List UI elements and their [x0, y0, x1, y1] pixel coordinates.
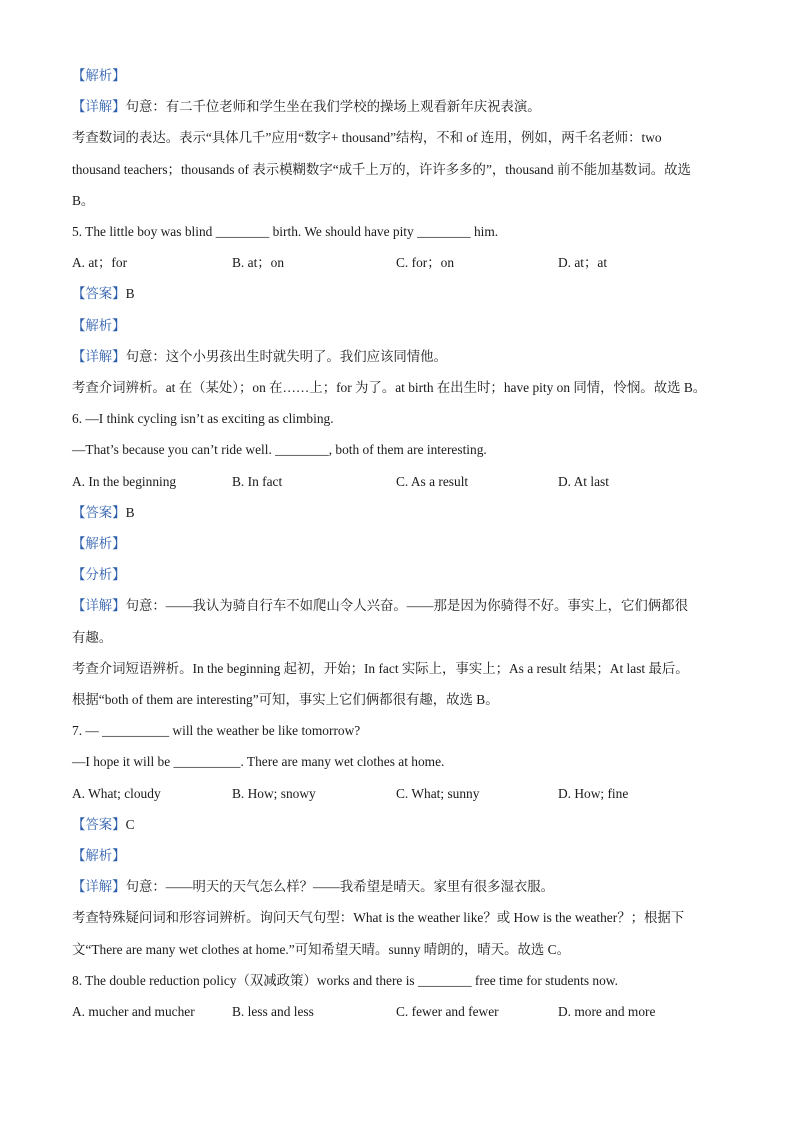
detail-label: 【详解】 [72, 879, 126, 894]
option-d: D. How; fine [558, 786, 629, 801]
option-a: A. In the beginning [72, 474, 177, 489]
text-line: 6. —I think cycling isn’t as exciting as climbing. [72, 411, 334, 426]
text-line: B。 [72, 193, 95, 208]
detail-label: 【详解】 [72, 598, 126, 613]
option-d: D. at；at [558, 255, 608, 270]
detail-label: 【详解】 [72, 99, 126, 114]
text-line: 文“There are many wet clothes at home.”可知希望天晴。sunny 晴朗的，晴天。故选 C。 [72, 942, 570, 957]
answer-text: B [125, 286, 135, 301]
answer-text: C [125, 817, 135, 832]
detail-line [72, 348, 734, 366]
option-a: A. at；for [72, 255, 128, 270]
label-text: 【解析】 [72, 68, 126, 83]
text-line: 7. — __________ will the weather be like tomorrow? [72, 723, 361, 738]
answer-label: 【答案】 [72, 286, 126, 301]
detail-text: 句意：——我认为骑自行车不如爬山令人兴奋。——那是因为你骑得不好。事实上，它们俩都很 [125, 598, 688, 613]
options-row [72, 785, 732, 803]
answer-line [72, 816, 734, 834]
option-b: B. at；on [232, 255, 285, 270]
text-line: 5. The little boy was blind ________ birth. We should have pity ________ him. [72, 224, 499, 239]
option-b: B. less and less [232, 1004, 314, 1019]
section-label [72, 566, 734, 584]
text-line: 考查介词辨析。at 在（某处）；on 在……上；for 为了。at birth 在出生时；have pity on 同情，怜悯。故选 B。 [72, 380, 707, 395]
section-label [72, 317, 734, 335]
answer-label: 【答案】 [72, 817, 126, 832]
text-line: 有趣。 [72, 630, 113, 645]
option-c: C. As a result [396, 474, 469, 489]
label-text: 【解析】 [72, 536, 126, 551]
option-d: D. At last [558, 474, 609, 489]
label-text: 【解析】 [72, 318, 126, 333]
answer-label: 【答案】 [72, 505, 126, 520]
text-line: 考查介词短语辨析。In the beginning 起初，开始；In fact 实际上，事实上；As a result 结果；At last 最后。 [72, 661, 689, 676]
option-d: D. more and more [558, 1004, 656, 1019]
option-a: A. mucher and mucher [72, 1004, 195, 1019]
options-row [72, 473, 732, 491]
option-b: B. How; snowy [232, 786, 316, 801]
text-line: 根据“both of them are interesting”可知，事实上它们俩都很有趣，故选 B。 [72, 692, 499, 707]
answer-text: B [125, 505, 135, 520]
text-line: thousand teachers；thousands of 表示模糊数字“成千上万的，许许多多的”，thousand 前不能加基数词。故选 [72, 162, 691, 177]
option-b: B. In fact [232, 474, 283, 489]
option-c: C. fewer and fewer [396, 1004, 499, 1019]
option-a: A. What; cloudy [72, 786, 161, 801]
detail-text: 句意：这个小男孩出生时就失明了。我们应该同情他。 [125, 349, 447, 364]
text-line: 8. The double reduction policy（双减政策）works and there is ________ free time for students now. [72, 973, 618, 988]
detail-line [72, 878, 734, 896]
text-line: 考查数词的表达。表示“具体几千”应用“数字+ thousand”结构，不和 of 连用，例如，两千名老师：two [72, 130, 662, 145]
detail-text: 句意：有二千位老师和学生坐在我们学校的操场上观看新年庆祝表演。 [125, 99, 541, 114]
option-c: C. for；on [396, 255, 455, 270]
label-text: 【分析】 [72, 567, 126, 582]
answer-line [72, 504, 734, 522]
section-label [72, 67, 734, 85]
detail-label: 【详解】 [72, 349, 126, 364]
text-line: —That’s because you can’t ride well. ________, both of them are interesting. [72, 442, 487, 457]
detail-line [72, 98, 734, 116]
section-label [72, 847, 734, 865]
detail-text: 句意：——明天的天气怎么样？——我希望是晴天。家里有很多湿衣服。 [125, 879, 555, 894]
answer-line [72, 285, 734, 303]
option-c: C. What; sunny [396, 786, 480, 801]
label-text: 【解析】 [72, 848, 126, 863]
section-label [72, 535, 734, 553]
options-row [72, 1003, 732, 1021]
text-line: 考查特殊疑问词和形容词辨析。询问天气句型：What is the weather like？或 How is the weather？；根据下 [72, 910, 685, 925]
options-row [72, 254, 732, 272]
detail-line [72, 597, 734, 615]
text-line: —I hope it will be __________. There are many wet clothes at home. [72, 754, 445, 769]
